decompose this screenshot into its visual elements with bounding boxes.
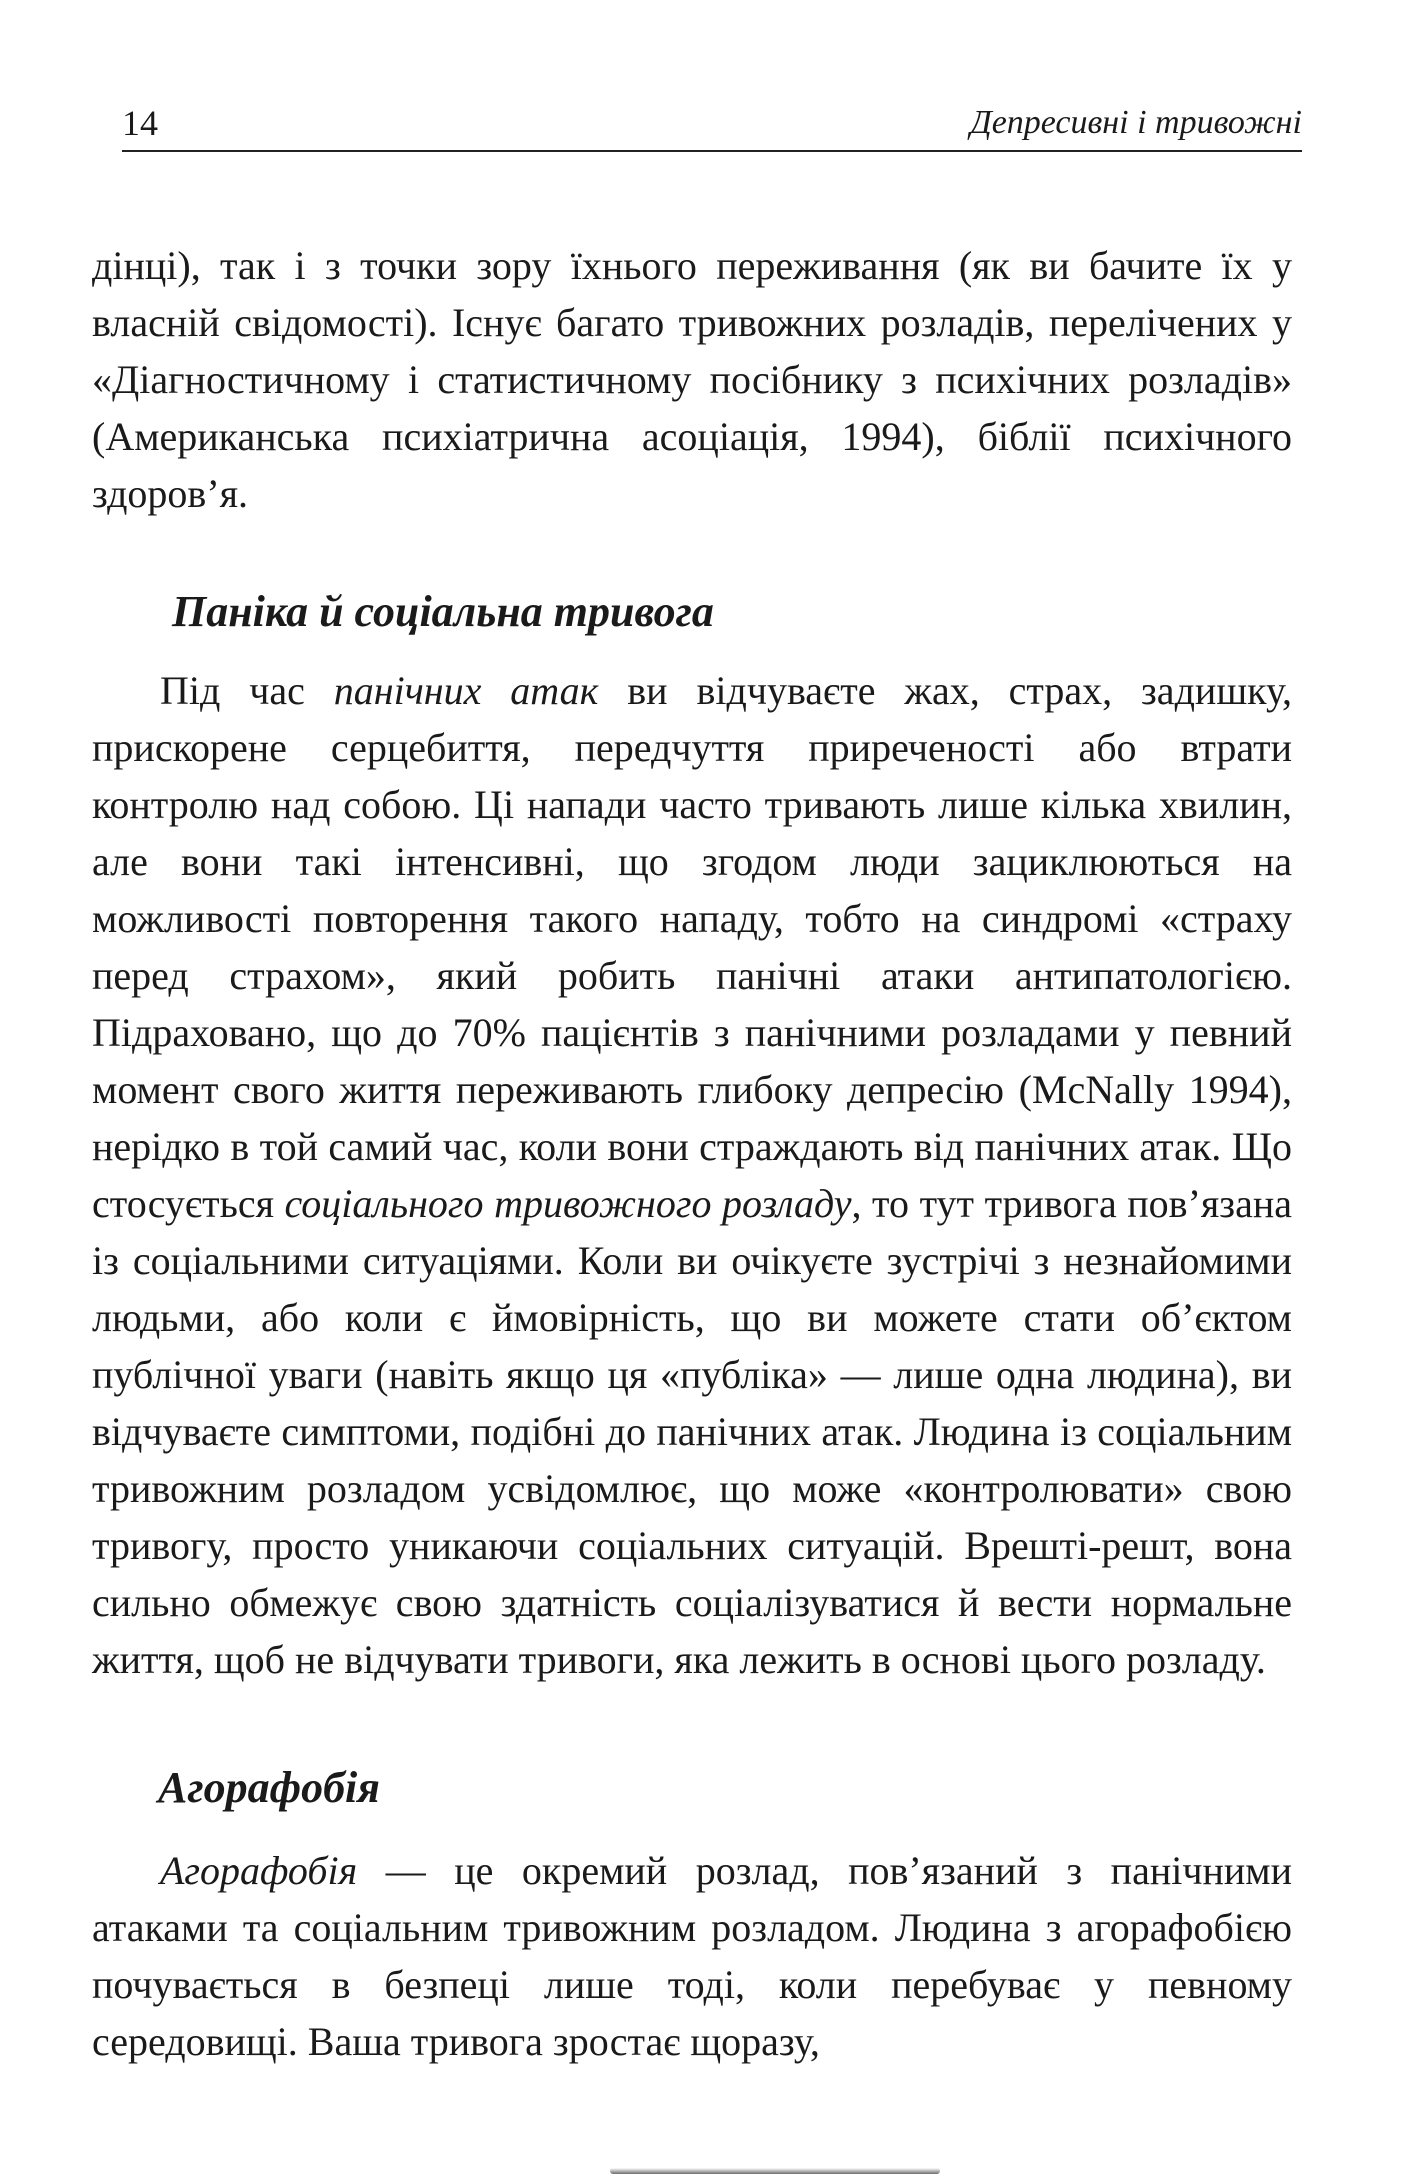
term-social-anxiety: соціального тривожного розладу (284, 1181, 852, 1226)
intro-text: дінці), так і з точки зору їхнього переживання (як ви бачите їх у власній свідомості). Існує багато тривожних розладів, перелічених у «Діагностичному і статистичному посібнику з психічних розладів» (Американська психіатрична асоціація, 1994), біблії психічного здоров’я. (92, 243, 1292, 516)
header-rule (122, 150, 1302, 152)
term-panic-attacks: панічних атак (333, 668, 599, 713)
running-head (122, 98, 1302, 148)
agoraphobia-text: — це окремий розлад, пов’язаний з панічними атаками та соціальним тривожним розладом. Людина з агорафобією почувається в безпеці лише тоді, коли перебуває у певному середовищі. Ваша тривога зростає щоразу, (92, 1848, 1292, 2064)
running-title: Депресивні і тривожні (970, 104, 1302, 141)
section-heading-agoraphobia: Агорафобія (158, 1763, 380, 1812)
section-heading-panic: Паніка й соціальна тривога (172, 587, 714, 636)
panic-paragraph (92, 662, 1292, 1688)
panic-text-middle: ви відчуваєте жах, страх, задишку, прискорене серцебиття, передчуття приреченості або втрати контролю над собою. Ці напади часто тривають лише кілька хвилин, але вони такі інтенсивні, що згодом люди зациклюються на можливості повторення такого нападу, тобто на синдромі «страху перед страхом», який робить панічні атаки антипатологією. Підраховано, що до 70% пацієнтів з панічними розладами у певний момент свого життя переживають глибоку депресію (McNally 1994), нерідко в той самий час, коли вони страждають від панічних атак. Що стосується (92, 668, 1292, 1226)
page-number: 14 (122, 103, 158, 143)
panic-text-end: , то тут тривога пов’язана із соціальними ситуаціями. Коли ви очікуєте зустрічі з незнайомими людьми, або коли є ймовірність, що ви можете стати об’єктом публічної уваги (навіть якщо ця «публіка» — лише одна людина), ви відчуваєте симптоми, подібні до панічних атак. Людина із соціальним тривожним розладом усвідомлює, що може «контролювати» свою тривогу, просто уникаючи соціальних ситуацій. Врешті-решт, вона сильно обмежує свою здатність соціалізуватися й вести нормальне життя, щоб не відчувати тривоги, яка лежить в основі цього розладу. (92, 1181, 1293, 1682)
page-body (92, 237, 1292, 2070)
agoraphobia-paragraph (92, 1842, 1292, 2070)
panic-text-start: Під час (160, 668, 334, 713)
page-edge-shadow (610, 2168, 940, 2174)
term-agoraphobia: Агорафобія (160, 1848, 358, 1893)
intro-paragraph (92, 237, 1292, 522)
